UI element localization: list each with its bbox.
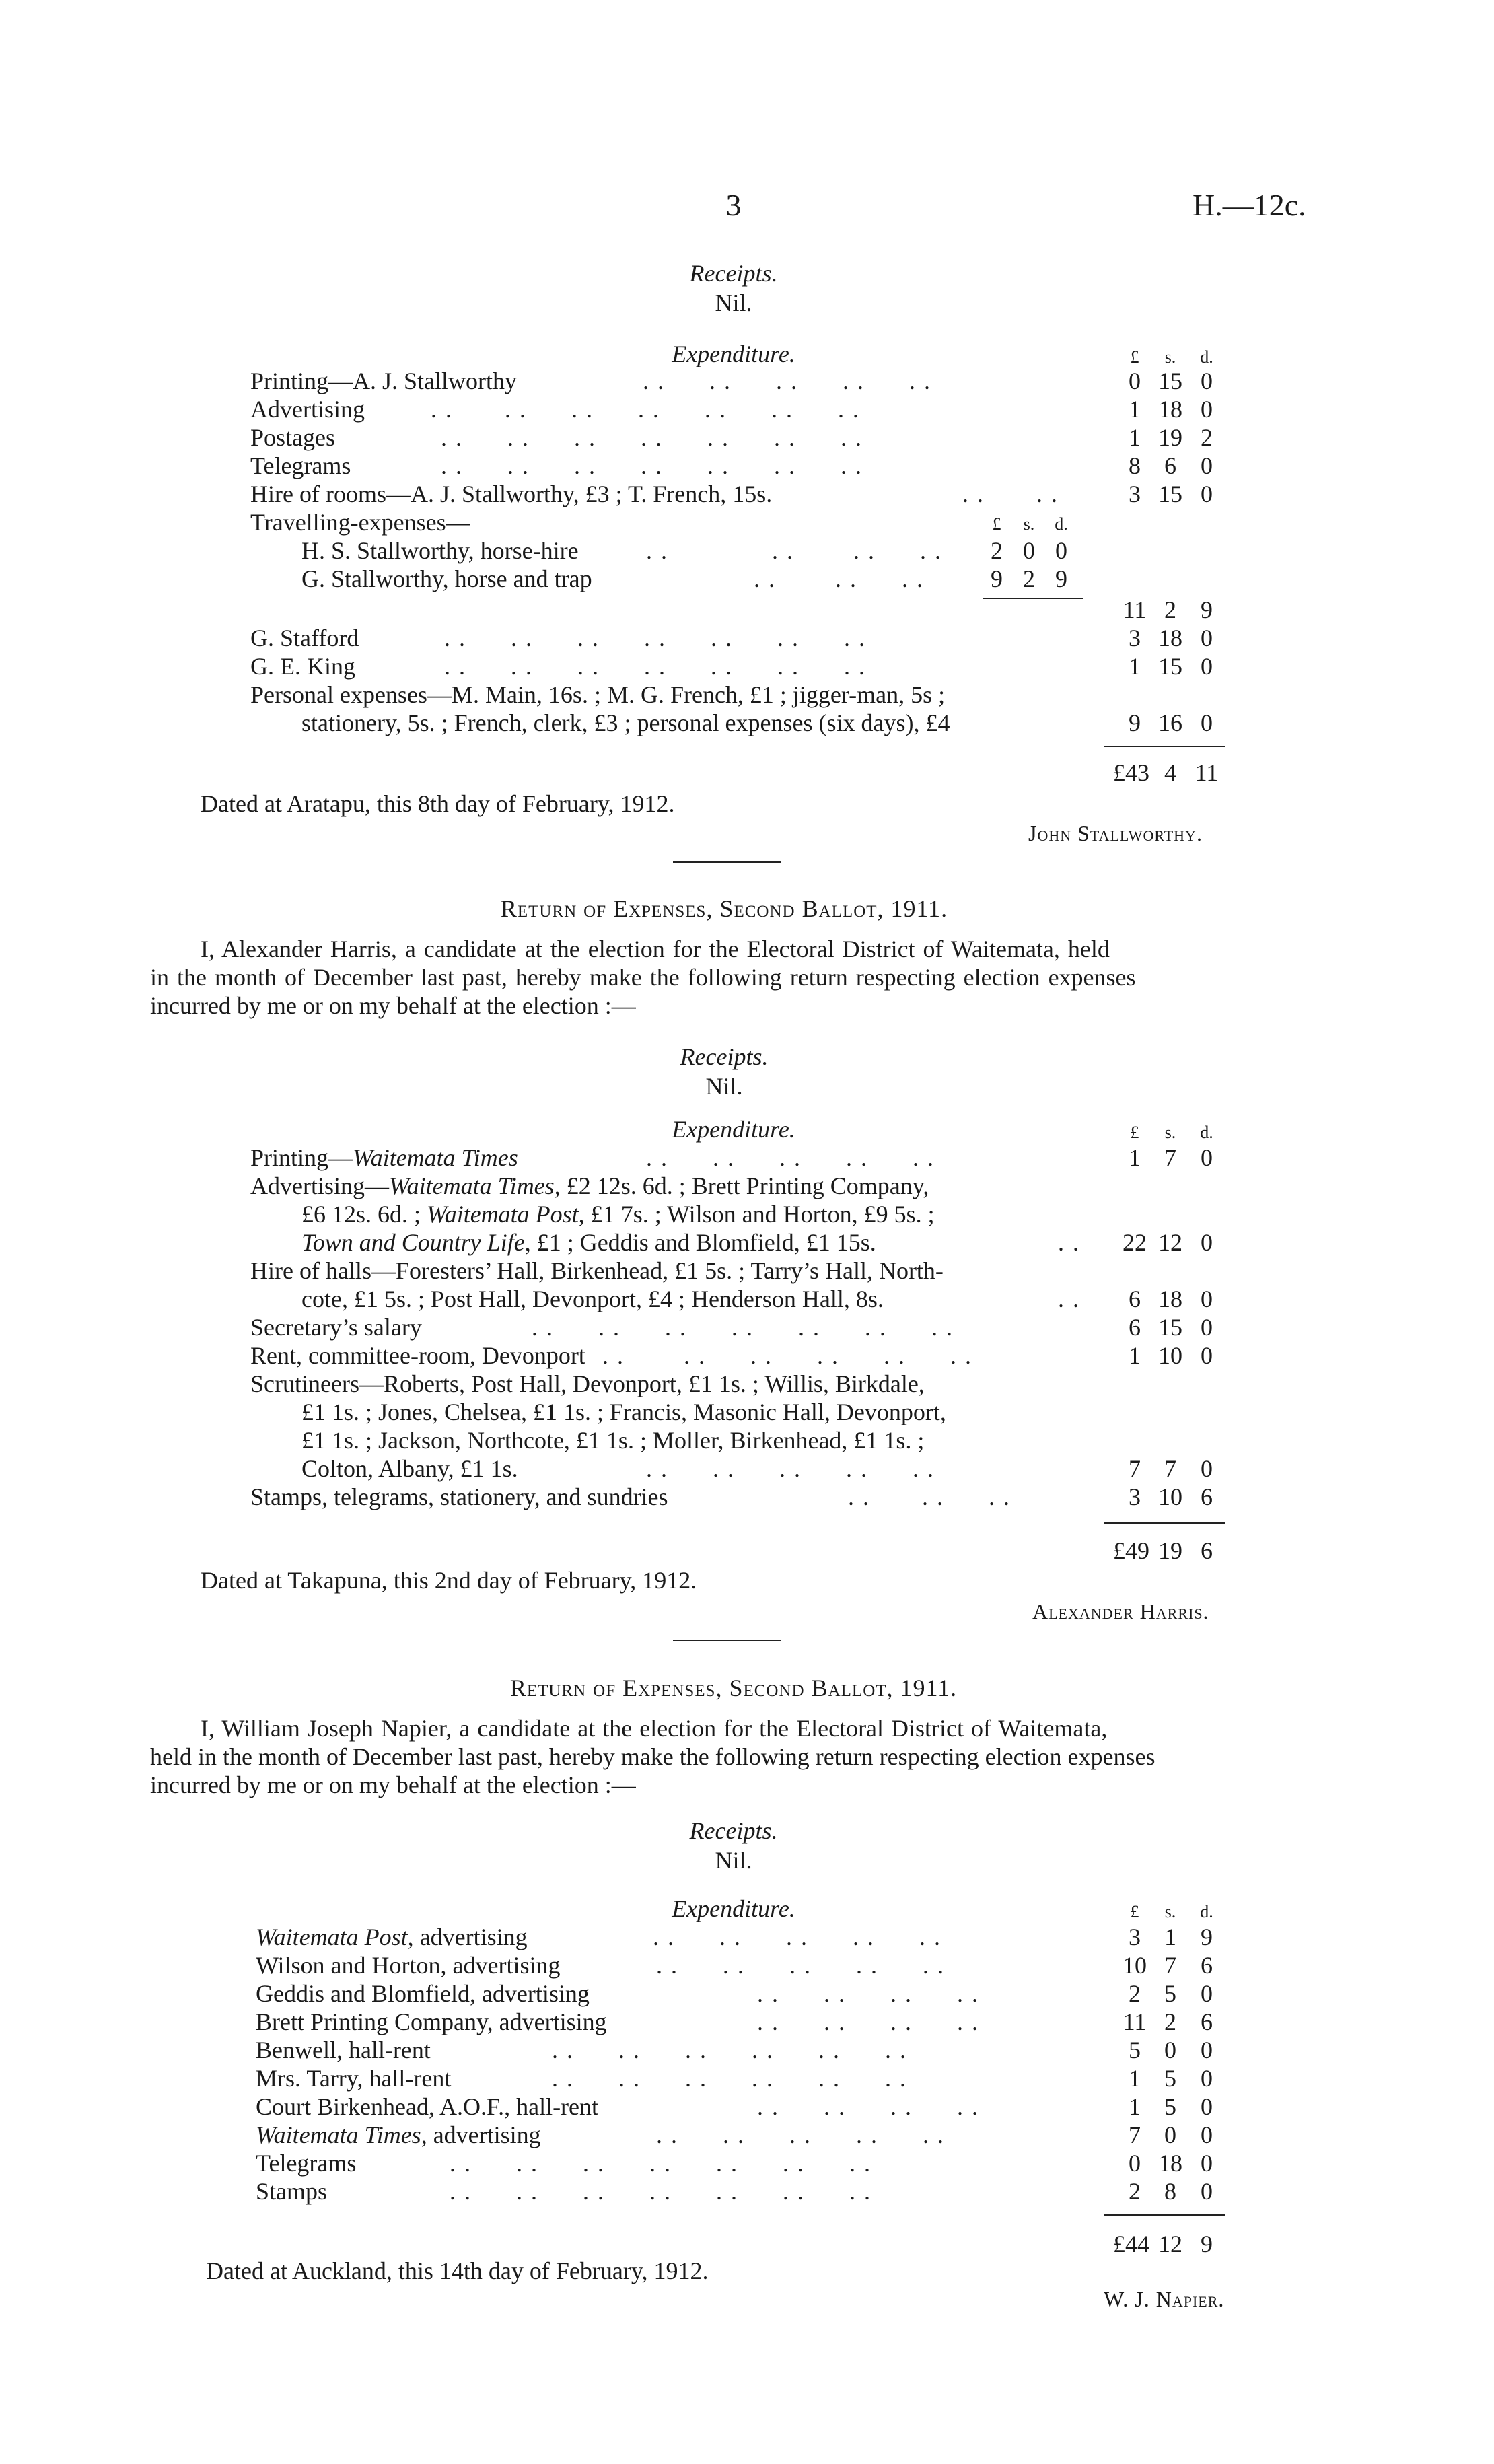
newspaper-name: Waitemata Post: [256, 1924, 408, 1950]
amount-pence: 0: [1201, 625, 1213, 652]
dated-line: Dated at Aratapu, this 8th day of February, 1912.: [201, 790, 675, 817]
leader-dots: . . . . . . . . . . . . . .: [441, 424, 863, 451]
amount-shillings: 10: [1158, 1342, 1182, 1369]
leader-dots: . . . . . . . . . .: [653, 1924, 941, 1950]
expenditure-heading: Expenditure.: [672, 341, 795, 367]
receipts-value: Nil.: [705, 1073, 743, 1100]
expenditure-heading: Expenditure.: [672, 1116, 795, 1143]
amount-pounds: 3: [1129, 1924, 1141, 1950]
section-title: Return of Expenses, Second Ballot, 1911.: [509, 1675, 958, 1701]
leader-dots: . . . . . . . . . . . . . .: [431, 396, 860, 423]
leader-dots: . . . . . . . . . .: [643, 367, 931, 394]
amount-pence: 6: [1201, 1483, 1213, 1510]
sub-amount-pence: 9: [1055, 565, 1067, 592]
leader-dots: . .: [1058, 1229, 1080, 1256]
amount-pounds: 1: [1129, 424, 1141, 451]
amount-pounds: 11: [1123, 596, 1147, 623]
label-text: Advertising—: [250, 1172, 389, 1199]
label-text: £6 12s. 6d. ;: [301, 1201, 427, 1228]
leader-dots: . . . . . . . .: [757, 2093, 979, 2120]
personal-expenses-line: Personal expenses—M. Main, 16s. ; M. G. French, £1 ; jigger-man, 5s ;: [250, 681, 946, 708]
shillings-column-header: s.: [1164, 1902, 1176, 1922]
amount-pence: 0: [1201, 1314, 1213, 1341]
pence-column-header: d.: [1200, 1123, 1213, 1142]
amount-pence: 2: [1201, 424, 1213, 451]
amount-shillings: 15: [1158, 481, 1182, 507]
travelling-label: Travelling-expenses—: [250, 509, 470, 536]
label-text: , £2 12s. 6d. ; Brett Printing Company,: [554, 1172, 929, 1199]
amount-shillings: 5: [1164, 2065, 1176, 2092]
expense-row-label: [250, 1174, 929, 1198]
amount-pence: 0: [1201, 396, 1213, 423]
leader-dots: . . . . . . . . . .: [656, 1952, 945, 1979]
newspaper-name: Waitemata Post: [427, 1201, 579, 1228]
expense-row-label: Wilson and Horton, advertising: [256, 1952, 561, 1979]
leader-dots: . . . . . .: [848, 1483, 1011, 1510]
expense-row-label: Stamps, telegrams, stationery, and sundries: [250, 1483, 668, 1510]
expense-row-label: Hire of halls—Foresters’ Hall, Birkenhead, £1 5s. ; Tarry’s Hall, North-: [250, 1257, 944, 1284]
dated-line: Dated at Takapuna, this 2nd day of February, 1912.: [201, 1567, 697, 1594]
dated-line: Dated at Auckland, this 14th day of February, 1912.: [206, 2257, 709, 2284]
signature: W. J. Napier.: [1104, 2287, 1225, 2311]
amount-shillings: 15: [1158, 1314, 1182, 1341]
amount-pounds: 1: [1129, 396, 1141, 423]
amount-shillings: 7: [1164, 1455, 1176, 1482]
receipts-heading: Receipts.: [689, 260, 778, 287]
label-text: , £1 7s. ; Wilson and Horton, £9 5s. ;: [578, 1201, 935, 1228]
amount-pounds: 5: [1129, 2037, 1141, 2064]
expense-row-label: Printing—A. J. Stallworthy: [250, 367, 518, 394]
sub-shillings-header: s.: [1023, 514, 1035, 534]
expense-row-label: Stamps: [256, 2178, 328, 2205]
sub-amount-shillings: 2: [1023, 565, 1035, 592]
newspaper-name: Waitemata Times: [353, 1144, 518, 1171]
amount-pounds: 1: [1129, 2065, 1141, 2092]
amount-pence: 0: [1201, 1286, 1213, 1312]
leader-dots: . . . . . . . . . . . . . .: [441, 452, 863, 479]
leader-dots: . . . . . . . . . .: [656, 2121, 945, 2148]
amount-pounds: 6: [1129, 1314, 1141, 1341]
shillings-column-header: s.: [1164, 1123, 1176, 1142]
amount-pounds: 3: [1129, 1483, 1141, 1510]
page-number: 3: [725, 188, 742, 222]
expense-row-label: Brett Printing Company, advertising: [256, 2008, 607, 2035]
expense-row-label: [256, 2123, 541, 2147]
total-rule: [1104, 2214, 1225, 2216]
document-reference: H.—12c.: [1193, 188, 1306, 222]
expense-row-label: Benwell, hall-rent: [256, 2037, 431, 2064]
expense-row-label: Telegrams: [256, 2150, 357, 2177]
receipts-value: Nil.: [715, 1847, 752, 1874]
intro-line: incurred by me or on my behalf at the election :—: [150, 992, 636, 1019]
intro-line: I, Alexander Harris, a candidate at the election for the Electoral District of Waitemata, held: [201, 936, 1110, 962]
amount-shillings: 0: [1164, 2121, 1176, 2148]
amount-pounds: 10: [1123, 1952, 1147, 1979]
leader-dots: . . . . . . . . . .: [646, 1455, 935, 1482]
amount-shillings: 1: [1164, 1924, 1176, 1950]
leader-dots: . . . . . . . . . .: [646, 1144, 935, 1171]
total-rule: [1104, 746, 1225, 747]
expense-row-label: [256, 1925, 528, 1949]
amount-pounds: 3: [1129, 481, 1141, 507]
amount-pounds: 0: [1129, 2150, 1141, 2177]
amount-pounds: 2: [1129, 2178, 1141, 2205]
expense-row-continuation: cote, £1 5s. ; Post Hall, Devonport, £4 ; Henderson Hall, 8s.: [301, 1286, 884, 1312]
amount-pence: 9: [1201, 596, 1213, 623]
expense-row-label: Telegrams: [250, 452, 351, 479]
leader-dots: . . . . . . . . . . . .: [552, 2065, 907, 2092]
amount-shillings: 5: [1164, 2093, 1176, 2120]
leader-dots: . . . . . . . .: [757, 1980, 979, 2007]
amount-pence: 0: [1201, 2037, 1213, 2064]
expense-row-label: G. Stafford: [250, 625, 359, 652]
amount-pounds: 1: [1129, 1342, 1141, 1369]
label-text: , £1 ; Geddis and Blomfield, £1 15s.: [524, 1229, 876, 1256]
expense-row-label: Secretary’s salary: [250, 1314, 422, 1341]
total-pence: 11: [1195, 759, 1219, 786]
expense-row-label: Advertising: [250, 396, 365, 423]
expense-row-label: Scrutineers—Roberts, Post Hall, Devonport, £1 1s. ; Willis, Birkdale,: [250, 1370, 925, 1397]
pounds-column-header: £: [1130, 1902, 1139, 1922]
amount-shillings: 18: [1158, 396, 1182, 423]
amount-pence: 0: [1201, 653, 1213, 680]
label-text: , advertising: [407, 1924, 528, 1950]
amount-pence: 0: [1201, 709, 1213, 736]
intro-line: held in the month of December last past, hereby make the following return respecting election expenses: [150, 1743, 1155, 1770]
expense-row-label: Hire of rooms—A. J. Stallworthy, £3 ; T. French, 15s.: [250, 481, 773, 507]
expense-row-label: [250, 1146, 518, 1170]
label-text: , advertising: [421, 2121, 541, 2148]
section-title: Return of Expenses, Second Ballot, 1911.: [500, 895, 948, 922]
amount-pence: 9: [1201, 1924, 1213, 1950]
personal-expenses-line: stationery, 5s. ; French, clerk, £3 ; personal expenses (six days), £4: [301, 709, 950, 736]
signature: John Stallworthy.: [1028, 821, 1203, 845]
amount-pence: 0: [1201, 367, 1213, 394]
amount-pence: 0: [1201, 452, 1213, 479]
intro-line: I, William Joseph Napier, a candidate at the election for the Electoral District of Waitemata,: [201, 1715, 1108, 1742]
total-rule: [1104, 1522, 1225, 1524]
leader-dots: . . . . . . . . . . . .: [552, 2037, 907, 2064]
section-divider: [673, 1640, 781, 1641]
amount-shillings: 7: [1164, 1952, 1176, 1979]
expense-row-continuation: £1 1s. ; Jones, Chelsea, £1 1s. ; Francis, Masonic Hall, Devonport,: [301, 1399, 946, 1425]
amount-shillings: 5: [1164, 1980, 1176, 2007]
amount-shillings: 10: [1158, 1483, 1182, 1510]
newspaper-name: Waitemata Times: [256, 2121, 421, 2148]
sub-pounds-header: £: [992, 514, 1001, 534]
leader-dots: . .: [1058, 1286, 1080, 1312]
total-shillings: 4: [1164, 759, 1176, 786]
leader-dots: . . . . . . . . . . . . . .: [532, 1314, 954, 1341]
amount-pounds: 0: [1129, 367, 1141, 394]
amount-pounds: 22: [1123, 1229, 1147, 1256]
leader-dots: . . . . . . . . . . . . . .: [444, 653, 866, 680]
amount-shillings: 18: [1158, 2150, 1182, 2177]
amount-shillings: 15: [1158, 653, 1182, 680]
amount-pence: 0: [1201, 1144, 1213, 1171]
intro-line: in the month of December last past, hereby make the following return respecting election expenses: [150, 964, 1136, 991]
amount-pounds: 2: [1129, 1980, 1141, 2007]
amount-shillings: 0: [1164, 2037, 1176, 2064]
section-divider: [673, 861, 781, 863]
sub-amount-pounds: 2: [991, 537, 1003, 564]
amount-pounds: 7: [1129, 1455, 1141, 1482]
amount-pounds: 1: [1129, 1144, 1141, 1171]
travelling-sub-label: G. Stallworthy, horse and trap: [301, 565, 592, 592]
expense-row-continuation: Colton, Albany, £1 1s.: [301, 1455, 518, 1482]
intro-line: incurred by me or on my behalf at the election :—: [150, 1771, 636, 1798]
amount-pence: 0: [1201, 2178, 1213, 2205]
total-shillings: 12: [1158, 2230, 1182, 2257]
amount-pence: 6: [1201, 2008, 1213, 2035]
subtotal-rule: [983, 598, 1083, 599]
amount-pence: 0: [1201, 1229, 1213, 1256]
amount-pounds: 6: [1129, 1286, 1141, 1312]
expense-row-continuation: [301, 1230, 876, 1255]
pounds-column-header: £: [1130, 347, 1139, 367]
expense-row-label: G. E. King: [250, 653, 355, 680]
receipts-heading: Receipts.: [689, 1817, 778, 1844]
sub-amount-pounds: 9: [991, 565, 1003, 592]
leader-dots: . . . . . . . . . . . .: [602, 1342, 972, 1369]
total-pounds: £49: [1113, 1537, 1149, 1564]
expense-row-label: Court Birkenhead, A.O.F., hall-rent: [256, 2093, 599, 2120]
amount-pence: 0: [1201, 2121, 1213, 2148]
amount-pounds: 1: [1129, 653, 1141, 680]
leader-dots: . . . . . . . . . . . . . .: [450, 2178, 872, 2205]
amount-pence: 0: [1201, 2065, 1213, 2092]
amount-pounds: 7: [1129, 2121, 1141, 2148]
amount-shillings: 12: [1158, 1229, 1182, 1256]
total-pence: 6: [1201, 1537, 1213, 1564]
amount-shillings: 19: [1158, 424, 1182, 451]
amount-shillings: 15: [1158, 367, 1182, 394]
amount-shillings: 18: [1158, 1286, 1182, 1312]
sub-amount-shillings: 0: [1023, 537, 1035, 564]
receipts-value: Nil.: [715, 289, 752, 316]
amount-pence: 0: [1201, 1980, 1213, 2007]
leader-dots: . . . . . . . . . . . . . .: [444, 625, 866, 652]
amount-pence: 0: [1201, 1455, 1213, 1482]
amount-shillings: 2: [1164, 2008, 1176, 2035]
amount-pounds: 8: [1129, 452, 1141, 479]
amount-shillings: 2: [1164, 596, 1176, 623]
amount-pounds: 9: [1129, 709, 1141, 736]
leader-dots: . . . . . . . .: [757, 2008, 979, 2035]
travelling-sub-label: H. S. Stallworthy, horse-hire: [301, 537, 579, 564]
expense-row-continuation: £1 1s. ; Jackson, Northcote, £1 1s. ; Moller, Birkenhead, £1 1s. ;: [301, 1427, 925, 1454]
amount-pence: 0: [1201, 481, 1213, 507]
amount-shillings: 6: [1164, 452, 1176, 479]
pence-column-header: d.: [1200, 1902, 1213, 1922]
shillings-column-header: s.: [1164, 347, 1176, 367]
newspaper-name: Waitemata Times: [388, 1172, 555, 1199]
expense-row-label: Rent, committee-room, Devonport: [250, 1342, 585, 1369]
leader-dots: . . . . . . . .: [646, 537, 942, 564]
leader-dots: . . . .: [962, 481, 1059, 507]
amount-pence: 0: [1201, 2093, 1213, 2120]
expense-row-label: Postages: [250, 424, 335, 451]
expense-row-continuation: [301, 1202, 935, 1226]
amount-pounds: 3: [1129, 625, 1141, 652]
total-pounds: £43: [1113, 759, 1149, 786]
sub-pence-header: d.: [1055, 514, 1068, 534]
label-text: Printing—: [250, 1144, 353, 1171]
amount-pence: 0: [1201, 1342, 1213, 1369]
amount-shillings: 8: [1164, 2178, 1176, 2205]
amount-shillings: 7: [1164, 1144, 1176, 1171]
leader-dots: . . . . . . . . . . . . . .: [450, 2150, 872, 2177]
total-pence: 9: [1201, 2230, 1213, 2257]
expense-row-label: Mrs. Tarry, hall-rent: [256, 2065, 452, 2092]
amount-pence: 0: [1201, 2150, 1213, 2177]
pence-column-header: d.: [1200, 347, 1213, 367]
amount-shillings: 16: [1158, 709, 1182, 736]
total-pounds: £44: [1113, 2230, 1149, 2257]
receipts-heading: Receipts.: [680, 1043, 769, 1070]
expenditure-heading: Expenditure.: [672, 1895, 795, 1922]
sub-amount-pence: 0: [1055, 537, 1067, 564]
amount-pence: 6: [1201, 1952, 1213, 1979]
amount-pounds: 1: [1129, 2093, 1141, 2120]
total-shillings: 19: [1158, 1537, 1182, 1564]
pounds-column-header: £: [1130, 1123, 1139, 1142]
expense-row-label: Geddis and Blomfield, advertising: [256, 1980, 590, 2007]
newspaper-name: Town and Country Life: [301, 1229, 525, 1256]
amount-shillings: 18: [1158, 625, 1182, 652]
leader-dots: . . . . . .: [754, 565, 924, 592]
signature: Alexander Harris.: [1032, 1599, 1209, 1623]
amount-pounds: 11: [1123, 2008, 1147, 2035]
